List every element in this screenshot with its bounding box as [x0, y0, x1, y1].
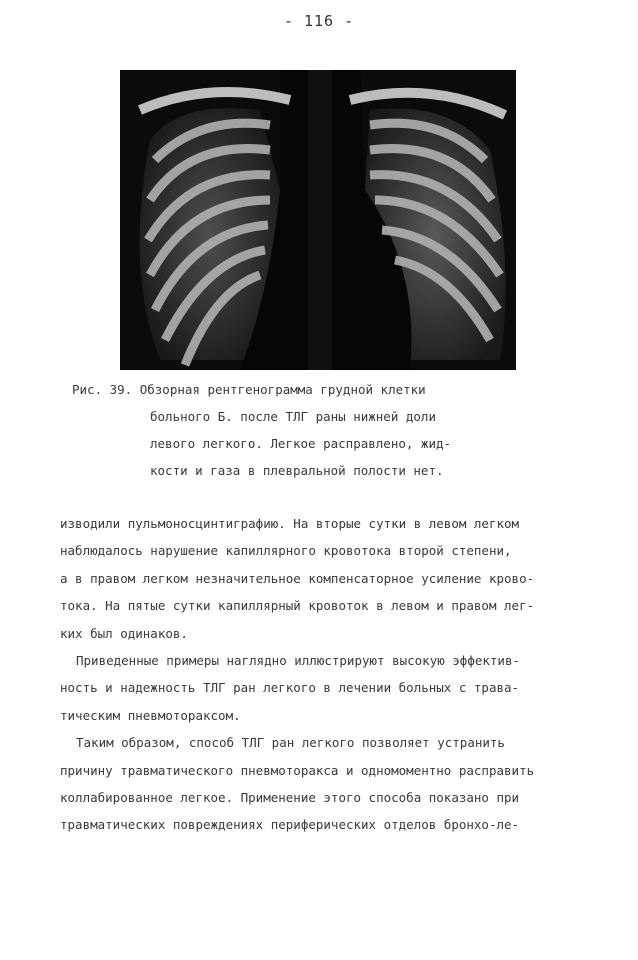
chest-xray-graphic	[120, 70, 516, 370]
text-line: ность и надежность ТЛГ ран легкого в лечении больных с трава-	[60, 680, 520, 696]
text-line: причину травматического пневмоторакса и одномоментно расправить	[60, 762, 535, 778]
text-line: травматических повреждениях периферических отделов бронхо-ле-	[60, 817, 520, 833]
chest-xray-image	[120, 70, 516, 370]
page-number: - 116 -	[283, 12, 355, 30]
text-line: коллабированное легкое. Применение этого способа показано при	[60, 790, 520, 806]
figure-caption	[72, 376, 542, 484]
caption-line: кости и газа в плевральной полости нет.	[150, 463, 444, 478]
text-line: тока. На пятые сутки капиллярный кровоток в левом и правом лег-	[60, 598, 535, 614]
body-text	[60, 510, 590, 839]
caption-line: больного Б. после ТЛГ раны нижней доли	[150, 409, 436, 424]
text-line: наблюдалось нарушение капиллярного кровотока второй степени,	[60, 543, 512, 559]
text-line: изводили пульмоносцинтиграфию. На вторые сутки в левом легком	[60, 516, 520, 531]
text-line: тическим пневмотораксом.	[60, 707, 241, 723]
text-line: Приведенные примеры наглядно иллюстрируют высокую эффектив-	[76, 653, 521, 669]
caption-line: Рис. 39. Обзорная рентгенограмма грудной клетки	[72, 382, 426, 397]
text-line: Таким образом, способ ТЛГ ран легкого позволяет устранить	[76, 735, 505, 751]
caption-line: левого легкого. Легкое расправлено, жид-	[150, 436, 452, 451]
text-line: ких был одинаков.	[60, 625, 188, 641]
text-line: а в правом легком незначительное компенсаторное усиление крово-	[60, 570, 535, 586]
